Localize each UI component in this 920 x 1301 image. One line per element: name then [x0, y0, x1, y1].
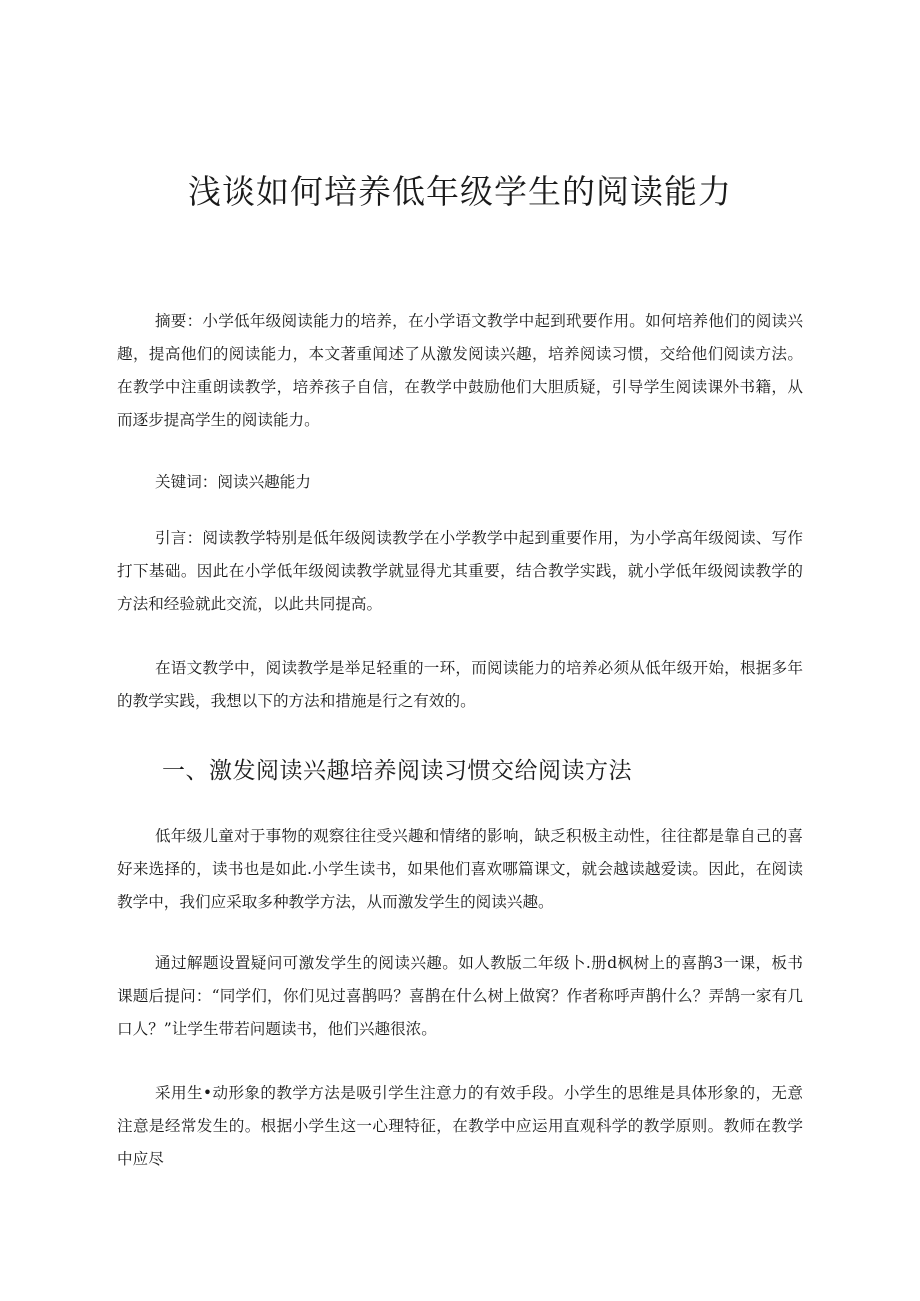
- abstract-paragraph: 摘要：小学低年级阅读能力的培养，在小学语文教学中起到玳要作用。如何培养他们的阅读兴趣，提高他们的阅读能力，本文著重闻述了从激发阅读兴趣，培养阅读习惯，交给他们阅读方法。在教学中注重朗读教学，培养孩子自信，在教学中鼓励他们大胆质疑，引导学生阅读课外书籍，从而逐步提高学生的阅读能力。: [117, 312, 803, 429]
- document-title: 浅谈如何培养低年级学生的阅读能力: [188, 172, 732, 211]
- keywords-line: 关键词：阅读兴趣能力: [155, 473, 311, 491]
- body-paragraph-2: 低年级儿童对于事物的观察往往受兴趣和情绪的影响，缺乏积极主动性，往往都是靠自己的喜好来选择的，读书也是如此.小学生读书，如果他们喜欢哪篇课文，就会越读越爱读。因此，在阅读教学中，我们应采取多种教学方法，从而激发学生的阅读兴趣。: [117, 827, 803, 911]
- body-paragraph-3: 通过解题设置疑问可激发学生的阅读兴趣。如人教版二年级卜.册d枫树上的喜鹊3一课，板书课题后提问：“同学们，你们见过喜鹊吗？喜鹊在什么树上做窝？作者称呼声鹊什么？弄鹄一家有几口人？”让学生带若问题读书，他们兴趣很浓。: [117, 954, 803, 1038]
- section-heading-1: 一、激发阅读兴趣培养阅读习惯交给阅读方法: [162, 758, 632, 784]
- body-paragraph-4: 采用生•动形象的教学方法是吸引学生注意力的有效手段。小学生的思维是具体形象的，无意注意是经常发生的。根据小学生这一心理特征，在教学中应运用直观科学的教学原则。教师在教学中应尽: [117, 1084, 803, 1168]
- body-paragraph-1: 在语文教学中，阅读教学是举足轻重的一环，而阅读能力的培养必须从低年级开始，根据多年的教学实践，我想以下的方法和措施是行之有效的。: [117, 659, 803, 710]
- introduction-paragraph: 引言：阅读教学特别是低年级阅读教学在小学教学中起到重要作用，为小学高年级阅读、写作打下基础。因此在小学低年级阅读教学就显得尤其重要，结合教学实践，就小学低年级阅读教学的方法和经验就此交流，以此共同提高。: [117, 529, 803, 613]
